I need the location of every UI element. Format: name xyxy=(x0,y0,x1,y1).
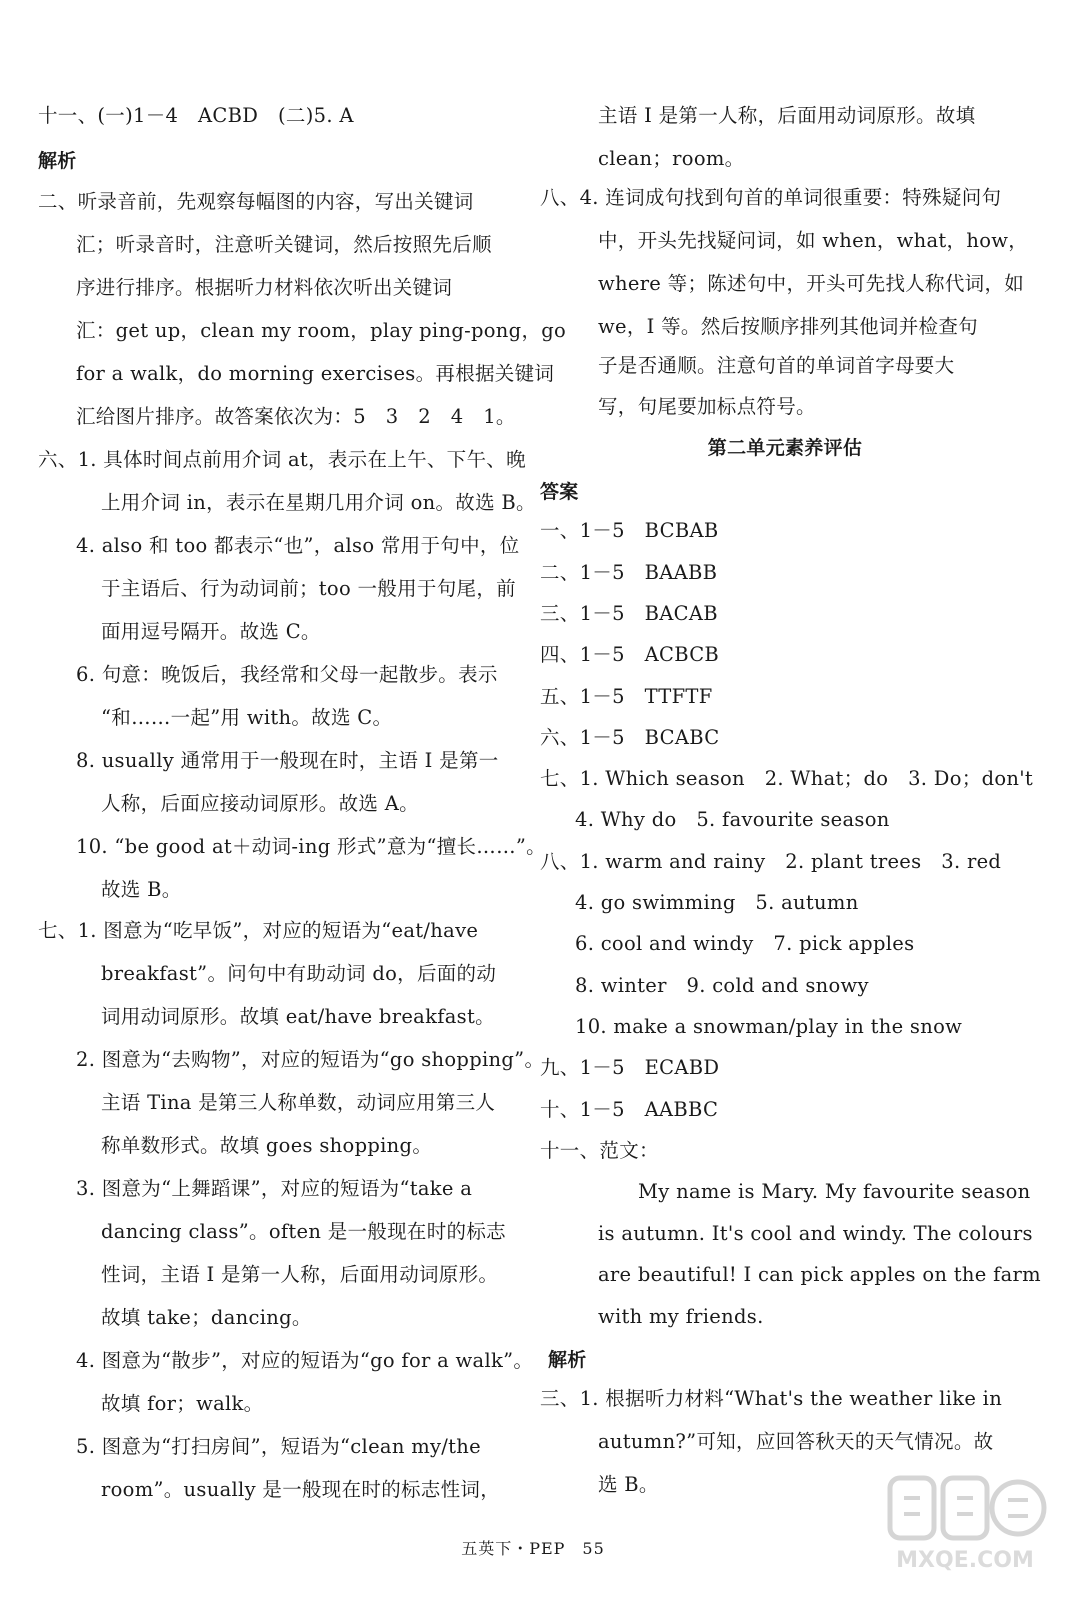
analysis-line: 8. usually 通常用于一般现在时，主语 I 是第一 xyxy=(76,749,499,772)
page-footer: 五英下・PEP 55 xyxy=(461,1539,605,1558)
answer-line: 四、1－5 ACBCB xyxy=(540,643,720,666)
answer-line: 九、1－5 ECABD xyxy=(540,1056,720,1079)
analysis-line: for a walk，do morning exercises。再根据关键词 xyxy=(76,362,555,385)
analysis-line: dancing class”。often 是一般现在时的标志 xyxy=(101,1220,506,1243)
analysis-line: 于主语后、行为动词前；too 一般用于句尾，前 xyxy=(101,577,516,600)
analysis-line: 汇；听录音时，注意听关键词，然后按照先后顺 xyxy=(76,233,492,256)
analysis-line: 称单数形式。故填 goes shopping。 xyxy=(101,1134,433,1157)
analysis-line: 中，开头先找疑问词，如 when，what，how， xyxy=(598,229,1029,252)
analysis-line: clean；room。 xyxy=(598,147,745,170)
analysis-line: 性词，主语 I 是第一人称，后面用动词原形。 xyxy=(101,1263,499,1286)
analysis-line: room”。usually 是一般现在时的标志性词， xyxy=(101,1478,500,1501)
analysis-line: 4. 图意为“散步”，对应的短语为“go for a walk”。 xyxy=(76,1349,534,1372)
analysis-line: 写，句尾要加标点符号。 xyxy=(598,395,816,418)
analysis-line: 八、4. 连词成句找到句首的单词很重要：特殊疑问句 xyxy=(540,186,1002,209)
answer-line: 4. go swimming 5. autumn xyxy=(575,891,859,914)
answer-line: 六、1－5 BCABC xyxy=(540,726,720,749)
answer-line: 二、1－5 BAABB xyxy=(540,561,718,584)
answer-line: 三、1－5 BACAB xyxy=(540,602,718,625)
section-heading-analysis: 解析 xyxy=(548,1349,587,1371)
analysis-line: 主语 Tina 是第三人称单数，动词应用第三人 xyxy=(101,1091,496,1114)
analysis-line: 面用逗号隔开。故选 C。 xyxy=(101,620,321,643)
watermark-icon xyxy=(880,1470,1050,1550)
analysis-line: 3. 图意为“上舞蹈课”，对应的短语为“take a xyxy=(76,1177,473,1200)
sample-essay-line: My name is Mary. My favourite season xyxy=(638,1180,1031,1203)
analysis-line: 故选 B。 xyxy=(101,878,182,901)
analysis-line: 上用介词 in，表示在星期几用介词 on。故选 B。 xyxy=(101,491,536,514)
watermark-text: MXQE.COM xyxy=(896,1548,1034,1573)
sample-essay-line: with my friends. xyxy=(598,1305,764,1328)
analysis-line: 故填 for；walk。 xyxy=(101,1392,264,1415)
section-heading-answers: 答案 xyxy=(540,481,579,503)
answer-line: 十一、范文： xyxy=(540,1139,659,1162)
analysis-line: “和……一起”用 with。故选 C。 xyxy=(101,706,393,729)
answer-line: 十一、(一)1－4 ACBD (二)5. A xyxy=(38,104,354,127)
answer-line: 一、1－5 BCBAB xyxy=(540,519,719,542)
section-heading-analysis: 解析 xyxy=(38,150,77,172)
analysis-line: autumn?”可知，应回答秋天的天气情况。故 xyxy=(598,1430,994,1453)
answer-line: 10. make a snowman/play in the snow xyxy=(575,1015,963,1038)
analysis-line: 故填 take；dancing。 xyxy=(101,1306,312,1329)
watermark-logo xyxy=(880,1470,1050,1590)
analysis-line: 人称，后面应接动词原形。故选 A。 xyxy=(101,792,419,815)
analysis-line: we，I 等。然后按顺序排列其他词并检查句 xyxy=(598,315,978,338)
analysis-line: where 等；陈述句中，开头可先找人称代词，如 xyxy=(598,272,1025,295)
analysis-line: 七、1. 图意为“吃早饭”，对应的短语为“eat/have xyxy=(38,919,479,942)
analysis-line: breakfast”。问句中有助动词 do，后面的动 xyxy=(101,962,497,985)
analysis-line: 6. 句意：晚饭后，我经常和父母一起散步。表示 xyxy=(76,663,498,686)
analysis-line: 主语 I 是第一人称，后面用动词原形。故填 xyxy=(598,104,976,127)
analysis-line: 5. 图意为“打扫房间”，短语为“clean my/the xyxy=(76,1435,482,1458)
analysis-line: 10. “be good at＋动词-ing 形式”意为“擅长……”。 xyxy=(76,835,546,858)
analysis-line: 选 B。 xyxy=(598,1473,659,1496)
answer-line: 十、1－5 AABBC xyxy=(540,1098,719,1121)
analysis-line: 子是否通顺。注意句首的单词首字母要大 xyxy=(598,354,955,377)
section-title: 第二单元素养评估 xyxy=(707,437,863,459)
analysis-line: 二、听录音前，先观察每幅图的内容，写出关键词 xyxy=(38,190,474,213)
analysis-line: 2. 图意为“去购物”，对应的短语为“go shopping”。 xyxy=(76,1048,545,1071)
answer-line: 8. winter 9. cold and snowy xyxy=(575,974,869,997)
sample-essay-line: is autumn. It's cool and windy. The colours xyxy=(598,1222,1033,1245)
answer-line: 七、1. Which season 2. What；do 3. Do；don't xyxy=(540,767,1034,790)
answer-line: 6. cool and windy 7. pick apples xyxy=(575,932,915,955)
analysis-line: 三、1. 根据听力材料“What's the weather like in xyxy=(540,1387,1003,1410)
answer-line: 五、1－5 TTFTF xyxy=(540,685,713,708)
analysis-line: 词用动词原形。故填 eat/have breakfast。 xyxy=(101,1005,495,1028)
analysis-line: 汇给图片排序。故答案依次为：5 3 2 4 1。 xyxy=(76,405,516,428)
analysis-line: 六、1. 具体时间点前用介词 at，表示在上午、下午、晚 xyxy=(38,448,526,471)
answer-line: 4. Why do 5. favourite season xyxy=(575,808,890,831)
sample-essay-line: are beautiful! I can pick apples on the farm xyxy=(598,1263,1041,1286)
analysis-line: 汇：get up，clean my room，play ping-pong，go xyxy=(76,319,567,342)
answer-line: 八、1. warm and rainy 2. plant trees 3. red xyxy=(540,850,1002,873)
analysis-line: 4. also 和 too 都表示“也”，also 常用于句中，位 xyxy=(76,534,520,557)
analysis-line: 序进行排序。根据听力材料依次听出关键词 xyxy=(76,276,453,299)
